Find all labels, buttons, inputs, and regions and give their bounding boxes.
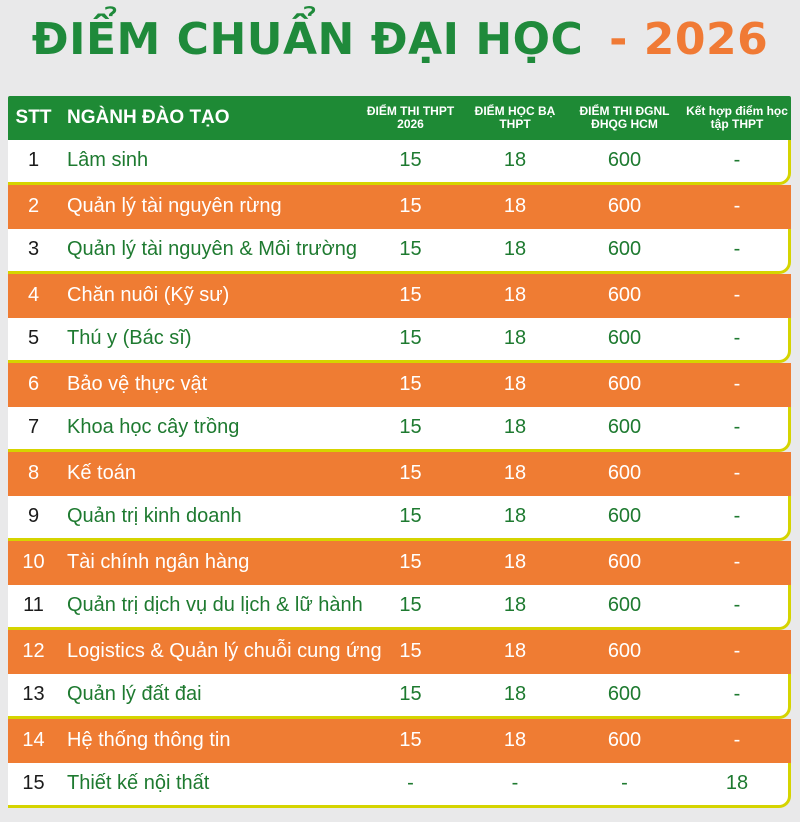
row-stt: 5 [27,327,40,350]
table-row [8,274,791,319]
row-program-name: Quản lý đất đai [67,683,202,706]
row-thpt-score: 15 [399,373,422,396]
row-combined-score: - [733,729,741,752]
row-combined-score: - [733,683,741,706]
row-transcript-score: - [511,772,519,795]
row-stt: 3 [27,238,40,261]
row-thpt-score: 15 [399,551,422,574]
row-combined-score: - [733,505,741,528]
row-stt: 15 [22,772,45,795]
row-stt: 13 [22,683,45,706]
row-stt: 7 [27,416,40,439]
row-thpt-score: 15 [399,683,422,706]
header-program: NGÀNH ĐÀO TẠO [67,107,230,128]
header-dgnl-score: ĐIỂM THI ĐGNL ĐHQG HCM [579,104,670,131]
title-main: ĐIỂM CHUẨN ĐẠI HỌC [31,14,584,65]
row-thpt-score: 15 [399,284,422,307]
row-combined-score: - [733,373,741,396]
row-thpt-score: 15 [399,416,422,439]
row-program-name: Quản trị kinh doanh [67,505,242,528]
row-program-name: Bảo vệ thực vật [67,373,208,396]
header-thpt-score: ĐIỂM THI THPT 2026 [366,104,455,131]
row-combined-score: - [733,416,741,439]
row-program-name: Hệ thống thông tin [67,729,231,752]
table-row [8,630,791,675]
row-transcript-score: 18 [503,373,527,396]
row-combined-score: - [733,594,741,617]
row-stt: 10 [22,551,45,574]
page-title [0,12,800,68]
table-row [8,229,791,274]
row-thpt-score: 15 [399,640,422,663]
row-dgnl-score: 600 [607,238,642,261]
header-combined-score: Kết hợp điểm học tập THPT [686,104,788,131]
row-thpt-score: 15 [399,594,422,617]
row-transcript-score: 18 [503,683,527,706]
row-dgnl-score: 600 [607,551,642,574]
table-row [8,452,791,497]
row-transcript-score: 18 [503,416,527,439]
row-stt: 12 [22,640,45,663]
row-transcript-score: 18 [503,327,527,350]
row-dgnl-score: 600 [607,284,642,307]
row-combined-score: - [733,149,741,172]
table-row [8,363,791,408]
row-transcript-score: 18 [503,238,527,261]
row-combined-score: - [733,327,741,350]
header-transcript-score: ĐIỂM HỌC BẠ THPT [474,104,556,131]
row-thpt-score: 15 [399,149,422,172]
row-stt: 8 [27,462,40,485]
row-dgnl-score: 600 [607,462,642,485]
table-row [8,585,791,630]
row-transcript-score: 18 [503,640,527,663]
row-program-name: Quản lý tài nguyên rừng [67,195,282,218]
row-stt: 6 [27,373,40,396]
row-dgnl-score: 600 [607,416,642,439]
row-thpt-score: 15 [399,195,422,218]
row-combined-score: - [733,551,741,574]
row-thpt-score: 15 [399,327,422,350]
row-dgnl-score: 600 [607,505,642,528]
title-year: 2026 [643,14,769,65]
row-combined-score: - [733,284,741,307]
row-dgnl-score: 600 [607,683,642,706]
row-dgnl-score: 600 [607,729,642,752]
row-transcript-score: 18 [503,505,527,528]
row-transcript-score: 18 [503,462,527,485]
row-thpt-score: - [407,772,414,795]
row-combined-score: - [733,238,741,261]
table-row [8,140,791,185]
row-dgnl-score: 600 [607,195,642,218]
table-row [8,541,791,586]
row-program-name: Quản trị dịch vụ du lịch & lữ hành [67,594,363,617]
table-row [8,763,791,808]
row-stt: 11 [23,594,44,617]
row-combined-score: - [733,640,741,663]
row-dgnl-score: 600 [607,373,642,396]
row-transcript-score: 18 [503,149,527,172]
row-program-name: Quản lý tài nguyên & Môi trường [67,238,357,261]
row-program-name: Logistics & Quản lý chuỗi cung ứng [67,640,382,663]
table-row [8,185,791,230]
row-program-name: Tài chính ngân hàng [67,551,250,574]
row-program-name: Thiết kế nội thất [67,772,210,795]
row-dgnl-score: 600 [607,149,642,172]
row-dgnl-score: 600 [607,594,642,617]
header-stt: STT [15,107,52,128]
title-separator: - [609,14,628,65]
row-program-name: Lâm sinh [67,149,149,172]
row-thpt-score: 15 [399,462,422,485]
table-header [8,96,791,140]
table-row [8,674,791,719]
row-stt: 2 [27,195,40,218]
table-row [8,407,791,452]
row-combined-score: - [733,462,741,485]
row-stt: 9 [27,505,40,528]
row-stt: 1 [27,149,40,172]
row-combined-score: - [733,195,741,218]
row-thpt-score: 15 [399,505,422,528]
row-transcript-score: 18 [503,594,527,617]
row-stt: 14 [22,729,45,752]
row-program-name: Thú y (Bác sĩ) [67,327,192,350]
row-program-name: Chăn nuôi (Kỹ sư) [67,284,230,307]
table-row [8,719,791,764]
row-transcript-score: 18 [503,551,527,574]
row-dgnl-score: - [621,772,628,795]
row-thpt-score: 15 [399,238,422,261]
table-body [8,140,791,808]
row-dgnl-score: 600 [607,640,642,663]
row-stt: 4 [27,284,40,307]
row-dgnl-score: 600 [607,327,642,350]
row-transcript-score: 18 [503,729,527,752]
admission-score-table [8,96,791,810]
row-thpt-score: 15 [399,729,422,752]
table-row [8,318,791,363]
row-program-name: Khoa học cây trồng [67,416,240,439]
row-combined-score: 18 [725,772,749,795]
row-transcript-score: 18 [503,284,527,307]
row-transcript-score: 18 [503,195,527,218]
table-row [8,496,791,541]
row-program-name: Kế toán [67,462,136,485]
